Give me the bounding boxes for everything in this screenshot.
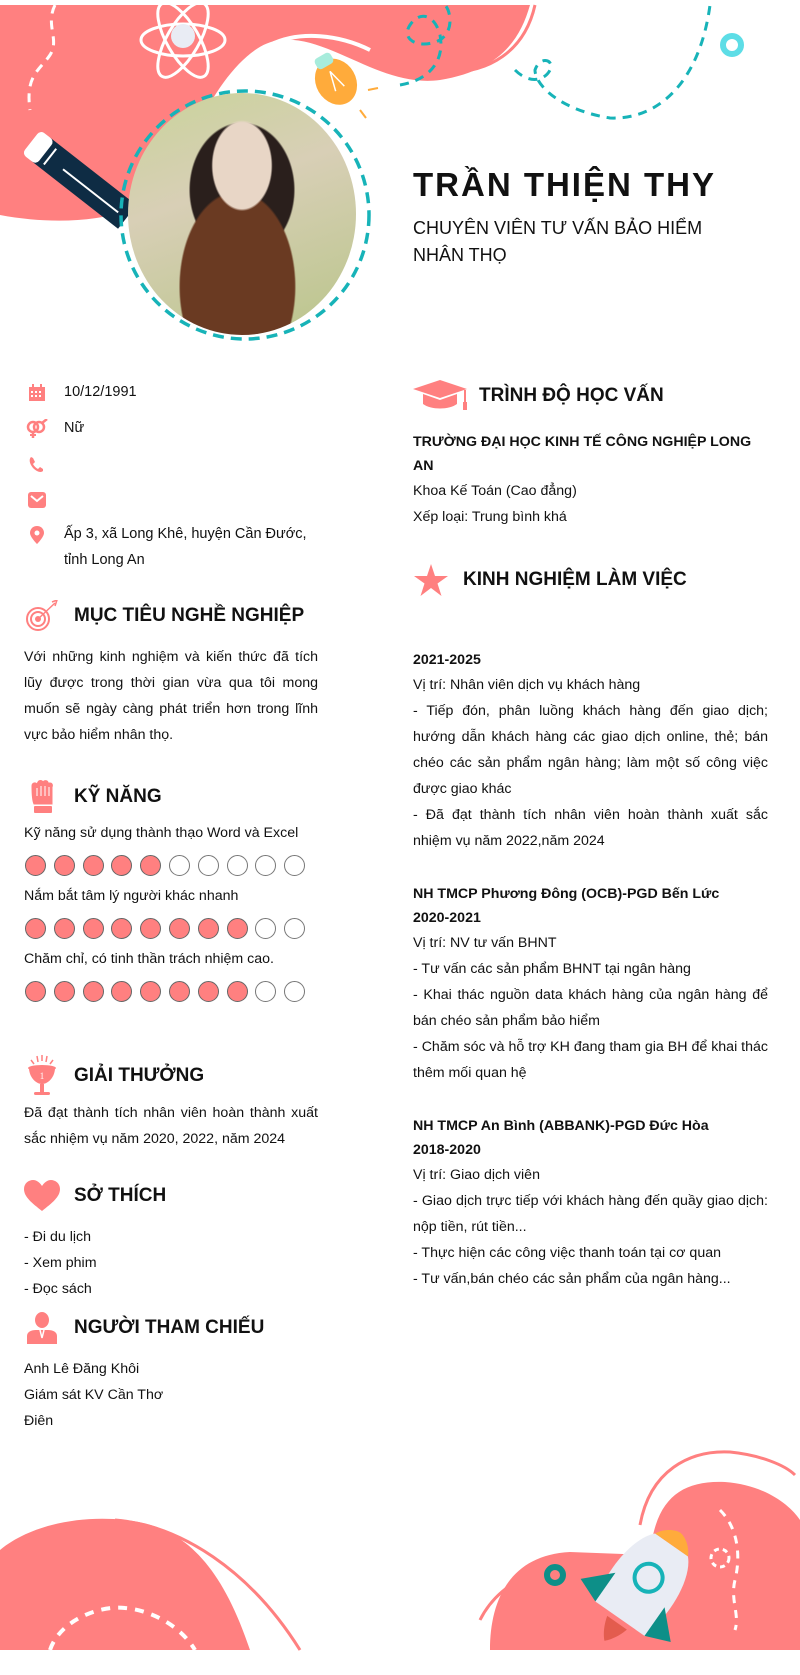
rating-dot-empty: [169, 855, 190, 876]
rating-dot-filled: [54, 981, 75, 1002]
trophy-icon: [24, 1058, 60, 1094]
rating-dot-empty: [227, 855, 248, 876]
graduation-cap-icon: [413, 378, 467, 414]
rating-dot-filled: [25, 981, 46, 1002]
star-icon: [413, 562, 449, 598]
awards-text: Đã đạt thành tích nhân viên hoàn thành xuất sắc nhiệm vụ năm 2020, 2022, năm 2024: [24, 1105, 318, 1147]
full-name: TRẦN THIỆN THY: [413, 166, 716, 203]
reference-position: Giám sát KV Cần Thơ: [24, 1387, 164, 1403]
job-duty: - Tư vấn,bán chéo các sản phẩm của ngân hàng...: [413, 1271, 731, 1287]
address-text: Ấp 3, xã Long Khê, huyện Cần Đước, tỉnh Long An: [64, 526, 307, 568]
skill-item: [24, 884, 318, 939]
skills-heading: KỸ NĂNG: [74, 786, 162, 807]
hobby-item: - Xem phim: [24, 1255, 97, 1271]
job-duty: - Chăm sóc và hỗ trợ KH đang tham gia BH để khai thác thêm mối quan hệ: [413, 1039, 768, 1081]
calendar-icon: [26, 382, 48, 404]
skill-label: Chăm chỉ, có tinh thần trách nhiệm cao.: [24, 951, 274, 967]
job-position: Vị trí: Giao dịch viên: [413, 1167, 540, 1183]
rating-dot-empty: [198, 855, 219, 876]
rating-dot-filled: [169, 981, 190, 1002]
job-position: Vị trí: Nhân viên dịch vụ khách hàng: [413, 677, 641, 693]
contact-phone: [26, 454, 326, 476]
job-company: NH TMCP Phương Đông (OCB)-PGD Bến Lức: [413, 886, 720, 902]
target-icon: [24, 598, 60, 634]
rating-dot-filled: [83, 981, 104, 1002]
rating-dot-filled: [111, 981, 132, 1002]
heart-icon: [24, 1178, 60, 1214]
job-period: 2021-2025: [413, 652, 481, 668]
education-header: [413, 378, 768, 414]
job-period: 2018-2020: [413, 1142, 481, 1158]
skill-label: Nắm bắt tâm lý người khác nhanh: [24, 888, 239, 904]
job-title: CHUYÊN VIÊN TƯ VẤN BẢO HIỂM NHÂN THỌ: [413, 218, 703, 265]
job-entry: [413, 1114, 768, 1292]
rating-dot-filled: [25, 918, 46, 939]
hobbies-list: [24, 1224, 318, 1302]
rating-dot-filled: [25, 855, 46, 876]
job-duty: - Khai thác nguồn data khách hàng của ngân hàng để bán chéo sản phẩm bảo hiểm: [413, 987, 768, 1029]
hobbies-heading: SỞ THÍCH: [74, 1185, 167, 1206]
reference-name: Anh Lê Đăng Khôi: [24, 1361, 140, 1377]
rating-dot-empty: [284, 918, 305, 939]
rating-dot-filled: [140, 918, 161, 939]
hobbies-section: [24, 1178, 318, 1302]
awards-heading: GIẢI THƯỞNG: [74, 1065, 205, 1086]
hobbies-header: [24, 1178, 318, 1214]
contact-gender: [26, 418, 326, 441]
gender-icon: [26, 418, 48, 440]
education-section: [413, 378, 768, 530]
email-icon: [26, 489, 48, 511]
skills-section: [24, 779, 318, 1010]
rating-dot-filled: [227, 981, 248, 1002]
references-header: [24, 1310, 318, 1346]
job-entry: [413, 882, 768, 1086]
rating-dot-filled: [111, 918, 132, 939]
rating-dot-filled: [54, 918, 75, 939]
references-heading: NGƯỜI THAM CHIẾU: [74, 1317, 265, 1338]
skill-item: [24, 821, 318, 876]
job-position: Vị trí: NV tư vấn BHNT: [413, 935, 557, 951]
objective-text: Với những kinh nghiệm và kiến thức đã tích lũy được trong thời gian vừa qua tôi mong muốn sẽ ngày càng phát triển hơn trong lĩnh vực bảo hiểm nhân thọ.: [24, 649, 318, 743]
hobby-item: - Đi du lịch: [24, 1229, 92, 1245]
rating-dot-empty: [255, 981, 276, 1002]
skill-rating: [25, 918, 318, 939]
contact-email: [26, 489, 326, 511]
rating-dot-filled: [140, 981, 161, 1002]
skill-label: Kỹ năng sử dụng thành thạo Word và Excel: [24, 825, 299, 841]
job-company: NH TMCP An Bình (ABBANK)-PGD Đức Hòa: [413, 1118, 709, 1134]
rating-dot-filled: [83, 918, 104, 939]
rating-dot-filled: [111, 855, 132, 876]
experience-section: [413, 562, 768, 1292]
objective-section: [24, 598, 318, 748]
location-icon: [26, 524, 48, 546]
school-name: TRƯỜNG ĐẠI HỌC KINH TẾ CÔNG NGHIỆP LONG AN: [413, 434, 752, 474]
experience-heading: KINH NGHIỆM LÀM VIỆC: [463, 569, 687, 590]
rating-dot-filled: [54, 855, 75, 876]
job-duty: - Giao dịch trực tiếp với khách hàng đến quầy giao dịch: nộp tiền, rút tiền...: [413, 1193, 768, 1235]
rating-dot-empty: [255, 918, 276, 939]
job-duty: - Đã đạt thành tích nhân viên hoàn thành xuất sắc nhiệm vụ năm 2022,năm 2024: [413, 807, 768, 849]
reference-details: [24, 1356, 318, 1434]
references-section: [24, 1310, 318, 1434]
rating-dot-filled: [169, 918, 190, 939]
profile-photo: [128, 93, 356, 335]
education-details: [413, 430, 768, 530]
rating-dot-empty: [255, 855, 276, 876]
job-duty: - Tư vấn các sản phẩm BHNT tại ngân hàng: [413, 961, 691, 977]
objective-heading: MỤC TIÊU NGHỀ NGHIỆP: [74, 605, 305, 626]
rating-dot-filled: [198, 981, 219, 1002]
profile-photo-frame: [118, 83, 372, 347]
reference-phone: Điên: [24, 1413, 54, 1429]
svg-text:1: 1: [39, 1071, 45, 1081]
objective-header: [24, 598, 318, 634]
rating-dot-empty: [284, 855, 305, 876]
skill-item: [24, 947, 318, 1002]
rating-dot-empty: [284, 981, 305, 1002]
footer-decoration: [0, 1440, 800, 1675]
contact-birthday: [26, 382, 326, 405]
contact-address: [26, 524, 326, 573]
skill-rating: [25, 981, 318, 1002]
job-period: 2020-2021: [413, 910, 481, 926]
awards-header: [24, 1058, 318, 1094]
rating-dot-filled: [140, 855, 161, 876]
phone-icon: [26, 454, 48, 476]
rating-dot-filled: [198, 918, 219, 939]
contact-list: [26, 382, 326, 586]
experience-header: [413, 562, 768, 598]
job-duty: - Tiếp đón, phân luồng khách hàng đến giao dịch; hướng dẫn khách hàng các giao dịch online, thẻ; bán chéo các sản phẩm ngân hàng; làm một số công việc được giao khác: [413, 703, 768, 797]
job-entry: [413, 648, 768, 854]
education-heading: TRÌNH ĐỘ HỌC VẤN: [479, 385, 664, 406]
awards-section: [24, 1058, 318, 1152]
skill-rating: [25, 855, 318, 876]
education-major: Khoa Kế Toán (Cao đẳng): [413, 483, 577, 499]
gender-text: Nữ: [64, 420, 85, 436]
rating-dot-filled: [227, 918, 248, 939]
rating-dot-filled: [83, 855, 104, 876]
glove-icon: [24, 779, 60, 815]
hobby-item: - Đọc sách: [24, 1281, 92, 1297]
job-duty: - Thực hiện các công việc thanh toán tại cơ quan: [413, 1245, 721, 1261]
skills-header: [24, 779, 318, 815]
birthday-text: 10/12/1991: [64, 384, 137, 400]
person-icon: [24, 1310, 60, 1346]
education-grade: Xếp loại: Trung bình khá: [413, 509, 567, 525]
